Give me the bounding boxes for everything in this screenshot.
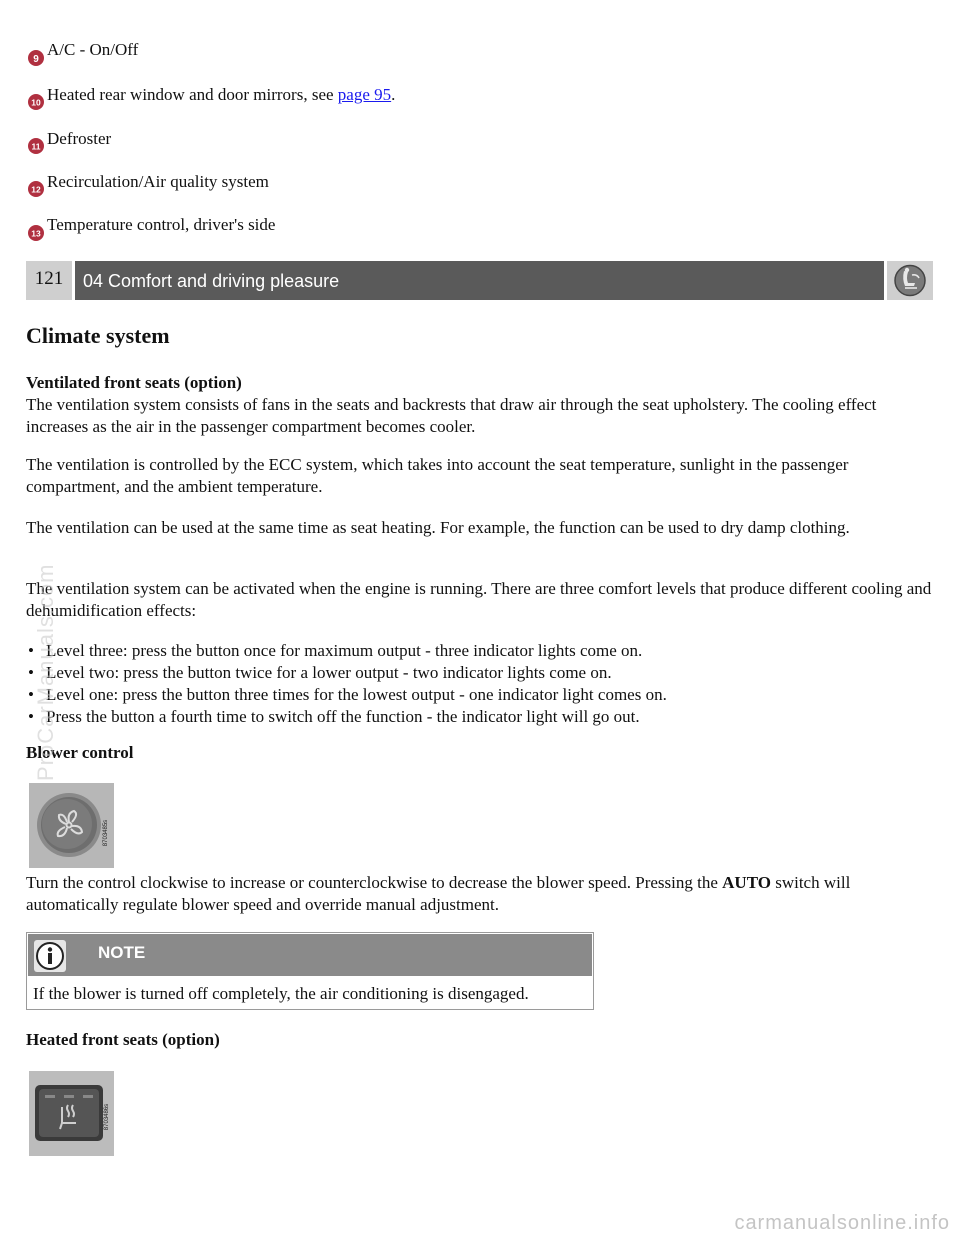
comfort-level-list	[26, 640, 936, 728]
chapter-title: 04 Comfort and driving pleasure	[75, 261, 884, 300]
note-text: If the blower is turned off completely, the air conditioning is disengaged.	[33, 984, 529, 1003]
svg-text:13: 13	[31, 228, 41, 239]
note-header	[28, 934, 592, 976]
callout-badge-10	[26, 92, 46, 112]
blower-heading: Blower control	[26, 743, 134, 762]
blower-description: Turn the control clockwise to increase or counterclockwise to decrease the blower speed. Pressing the AUTO switch will automatically regulate blower speed and override manual adjustment.	[26, 873, 851, 914]
blower-control-photo	[29, 783, 114, 868]
svg-text:9: 9	[33, 54, 39, 65]
callout-label: A/C - On/Off	[47, 40, 139, 59]
note-label: NOTE	[98, 943, 146, 962]
heated-seat-button-photo	[29, 1071, 114, 1156]
svg-text:12: 12	[31, 184, 41, 195]
svg-text:8703486s: 8703486s	[104, 1103, 110, 1131]
page-number: 121	[26, 261, 72, 300]
note-box	[26, 932, 594, 1010]
callout-badge-11	[26, 136, 46, 156]
svg-text:8703485s: 8703485s	[103, 819, 109, 847]
callout-label: Temperature control, driver's side	[47, 215, 276, 234]
section-title: Climate system	[26, 323, 170, 348]
chapter-header	[26, 261, 933, 300]
callout-label: Defroster	[47, 129, 112, 148]
paragraph: The ventilation system can be activated when the engine is running. There are three comfort levels that produce different cooling and dehumidification effects:	[26, 579, 932, 620]
paragraph: The ventilation system consists of fans in the seats and backrests that draw air through the seat upholstery. The cooling effect increases as the air in the passenger compartment becomes cooler.	[26, 395, 877, 436]
bottom-watermark: carmanualsonline.info	[734, 1212, 950, 1234]
svg-text:10: 10	[31, 97, 41, 108]
heated-seats-heading: Heated front seats (option)	[26, 1030, 220, 1049]
list-item: • Level two: press the button twice for a lower output - two indicator lights come on.	[26, 662, 936, 684]
page-link[interactable]: page 95	[337, 85, 392, 104]
callout-label: Heated rear window and door mirrors, see page 95.	[47, 85, 396, 104]
list-item: • Press the button a fourth time to switch off the function - the indicator light will go out.	[26, 706, 936, 728]
paragraph: The ventilation can be used at the same time as seat heating. For example, the function can be used to dry damp clothing.	[26, 518, 850, 537]
callout-badge-9	[26, 48, 46, 68]
svg-text:11: 11	[31, 141, 41, 152]
callout-badge-13	[26, 223, 46, 243]
seat-comfort-icon	[887, 261, 933, 300]
list-item: • Level one: press the button three times for the lowest output - one indicator light comes on.	[26, 684, 936, 706]
side-watermark: ProCarManuals.com	[33, 563, 58, 781]
callout-badge-12	[26, 179, 46, 199]
list-item: • Level three: press the button once for maximum output - three indicator lights come on.	[26, 640, 936, 662]
ventilated-seats-heading: Ventilated front seats (option)	[26, 373, 242, 392]
callout-label: Recirculation/Air quality system	[47, 172, 269, 191]
info-icon	[34, 940, 66, 972]
paragraph: The ventilation is controlled by the ECC system, which takes into account the seat temperature, sunlight in the passenger compartment, and the ambient temperature.	[26, 455, 849, 496]
